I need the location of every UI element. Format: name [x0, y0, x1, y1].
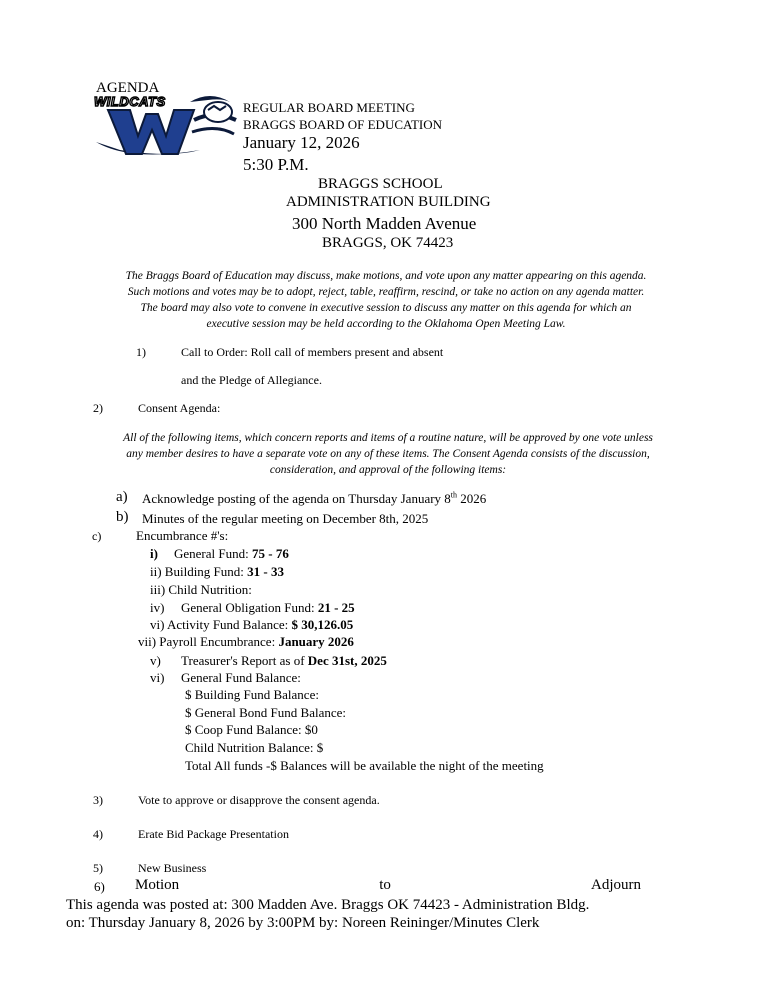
- enc-i-name: General Fund:: [174, 546, 252, 561]
- enc-vi-value: $ 30,126.05: [291, 617, 354, 632]
- building-name: ADMINISTRATION BUILDING: [286, 194, 491, 210]
- enc-iii: iii) Child Nutrition:: [150, 582, 252, 597]
- enc-vii: [138, 634, 354, 650]
- item-3-text: Vote to approve or disapprove the consent agenda.: [138, 793, 380, 807]
- enc-v-label: v): [150, 653, 161, 668]
- balance-building: $ Building Fund Balance:: [185, 687, 319, 702]
- balance-coop: $ Coop Fund Balance: $0: [185, 722, 318, 737]
- item-6-word: Motion: [135, 877, 180, 893]
- enc-i-text: [174, 546, 289, 562]
- enc-ii-name: ii) Building Fund:: [150, 564, 248, 579]
- consent-note-line: any member desires to have a separate vote on any of these items. The Consent Agenda consists of the discussion,: [126, 448, 650, 460]
- item-1-number: 1): [136, 345, 146, 359]
- enc-vi: [150, 617, 353, 633]
- enc-vi-name: vi) Activity Fund Balance:: [150, 617, 292, 632]
- item-1-text-cont: and the Pledge of Allegiance.: [181, 373, 322, 387]
- consent-note-line: All of the following items, which concern reports and items of a routine nature, will be approved by one vote unless: [123, 432, 653, 444]
- item-4-number: 4): [93, 827, 103, 841]
- item-6-word: to: [379, 877, 391, 893]
- item-6-text: [135, 877, 641, 894]
- sub-a-sup: th: [450, 490, 458, 500]
- logo-agenda-text: AGENDA: [96, 80, 160, 96]
- sub-b-text: Minutes of the regular meeting on December 8th, 2025: [142, 511, 429, 526]
- balance-total: Total All funds -$ Balances will be available the night of the meeting: [185, 758, 544, 773]
- enc-ii-value: 31 - 33: [247, 564, 284, 579]
- disclaimer-line: The Braggs Board of Education may discuss, make motions, and vote upon any matter appearing on this agenda.: [125, 270, 647, 282]
- enc-i-label: i): [150, 546, 158, 561]
- enc-vi2-text: General Fund Balance:: [181, 670, 301, 685]
- logo-wildcats-text: WILDCATS: [94, 94, 166, 109]
- enc-iv-label: iv): [150, 600, 165, 615]
- sub-b-label: b): [116, 509, 129, 525]
- disclaimer: [86, 268, 686, 332]
- posting-line-2: on: Thursday January 8, 2026 by 3:00PM by: Noreen Reininger/Minutes Clerk: [66, 915, 540, 931]
- item-4-text: Erate Bid Package Presentation: [138, 827, 289, 841]
- item-2-title: Consent Agenda:: [138, 401, 221, 415]
- item-2-number: 2): [93, 401, 103, 415]
- enc-v-text: [181, 653, 387, 669]
- item-6-word: Adjourn: [590, 877, 641, 893]
- enc-vi2-label: vi): [150, 670, 165, 685]
- posting-line-1: This agenda was posted at: 300 Madden Ave. Braggs OK 74423 - Administration Bldg.: [66, 897, 590, 913]
- school-name: BRAGGS SCHOOL: [318, 176, 443, 192]
- meeting-type: REGULAR BOARD MEETING: [243, 100, 415, 115]
- sub-c-text: Encumbrance #'s:: [136, 528, 229, 543]
- enc-iv-value: 21 - 25: [317, 600, 355, 615]
- sub-a-main: Acknowledge posting of the agenda on Thursday January 8: [142, 491, 451, 506]
- balance-general-bond: $ General Bond Fund Balance:: [185, 705, 347, 720]
- item-3-number: 3): [93, 793, 103, 807]
- enc-vii-value: January 2026: [278, 634, 354, 649]
- consent-note-line: consideration, and approval of the following items:: [269, 464, 507, 476]
- city-address: BRAGGS, OK 74423: [322, 235, 454, 251]
- enc-v-value: Dec 31st, 2025: [307, 653, 387, 668]
- sub-c-label: c): [92, 529, 102, 543]
- item-5-number: 5): [93, 861, 103, 875]
- enc-iv-text: [181, 600, 355, 616]
- sub-a-text: [142, 491, 486, 507]
- wildcats-logo: [90, 80, 240, 166]
- disclaimer-line: executive session may be held according to the Oklahoma Open Meeting Law.: [206, 318, 566, 330]
- meeting-date: January 12, 2026: [243, 133, 360, 152]
- enc-iv-name: General Obligation Fund:: [181, 600, 318, 615]
- disclaimer-line: The board may also vote to convene in executive session to discuss any matter on this agenda for which an: [140, 302, 632, 314]
- balance-child-nutrition: Child Nutrition Balance: $: [185, 740, 324, 755]
- sub-a-year: 2026: [457, 491, 487, 506]
- item-5-text: New Business: [138, 861, 207, 875]
- sub-a-label: a): [116, 489, 128, 505]
- item-6-number: 6): [94, 879, 105, 894]
- disclaimer-line: Such motions and votes may be to adopt, reject, table, reaffirm, rescind, or take no action on any agenda matter.: [127, 286, 645, 298]
- item-1-text: Call to Order: Roll call of members present and absent: [181, 345, 444, 359]
- enc-v-name: Treasurer's Report as of: [181, 653, 308, 668]
- board-name: BRAGGS BOARD OF EDUCATION: [243, 117, 442, 132]
- enc-i-value: 75 - 76: [251, 546, 289, 561]
- street-address: 300 North Madden Avenue: [292, 214, 477, 233]
- enc-vii-name: vii) Payroll Encumbrance:: [138, 634, 279, 649]
- enc-ii: [150, 564, 284, 580]
- consent-note: [86, 430, 690, 478]
- meeting-time: 5:30 P.M.: [243, 155, 309, 174]
